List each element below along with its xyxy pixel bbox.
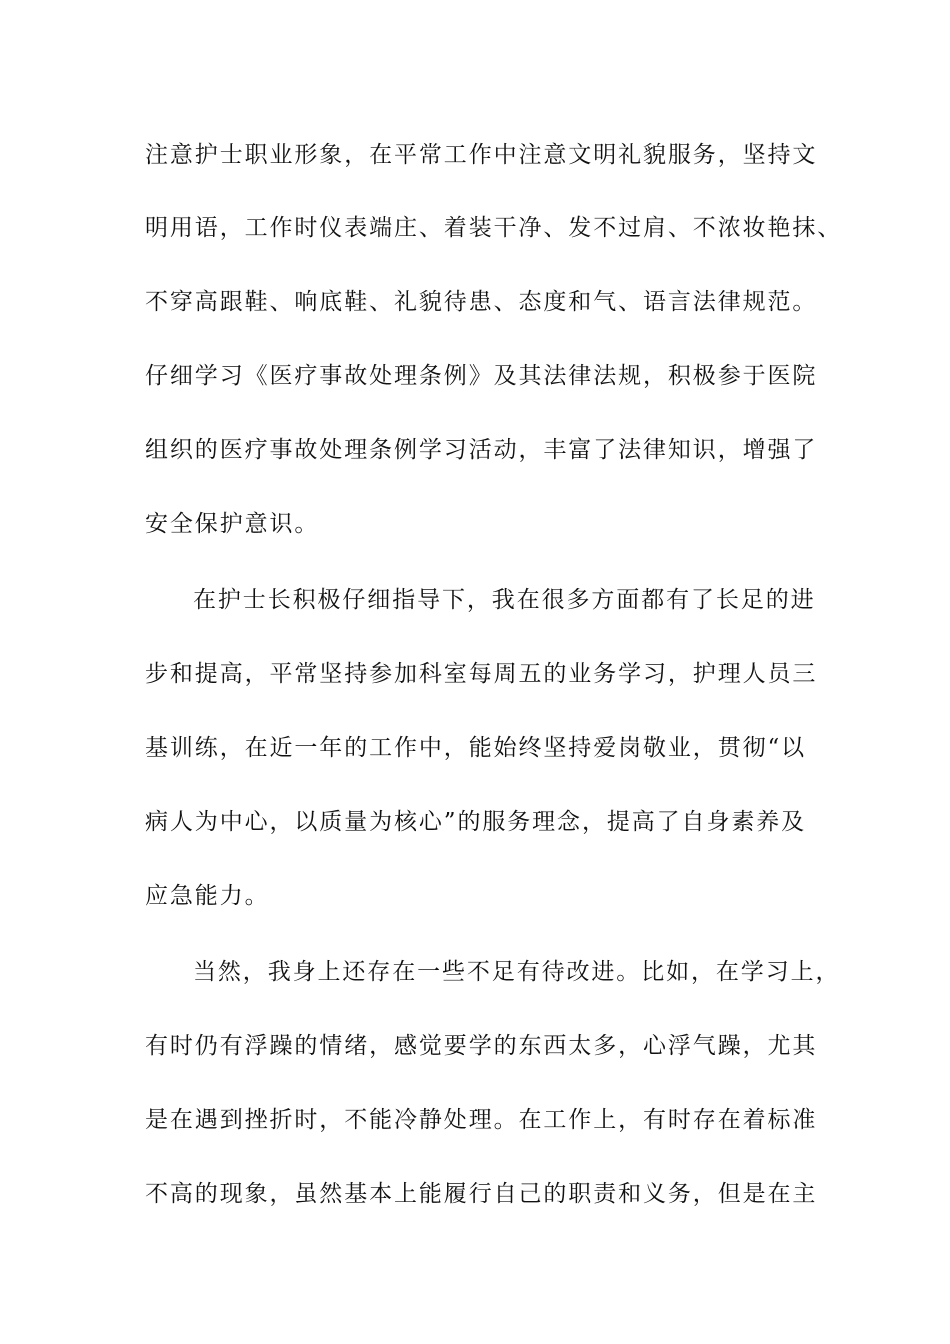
text-line: 仔细学习《医疗事故处理条例》及其法律法规，积极参于医院 [145, 363, 818, 389]
text-line: 不穿高跟鞋、响底鞋、礼貌待患、态度和气、语言法律规范。 [145, 289, 818, 315]
text-line: 是在遇到挫折时，不能冷静处理。在工作上，有时存在着标准 [145, 1107, 818, 1133]
text-line: 步和提高，平常坚持参加科室每周五的业务学习，护理人员三 [145, 661, 818, 687]
paragraph-first-line: 当然，我身上还存在一些不足有待改进。比如，在学习上， [193, 959, 841, 985]
text-line: 明用语，工作时仪表端庄、着装干净、发不过肩、不浓妆艳抹、 [145, 215, 843, 241]
text-line: 安全保护意识。 [145, 511, 320, 537]
text-line: 应急能力。 [145, 883, 270, 909]
text-line: 病人为中心，以质量为核心”的服务理念，提高了自身素养及 [145, 809, 807, 835]
paragraph-first-line: 在护士长积极仔细指导下，我在很多方面都有了长足的进 [193, 587, 816, 613]
text-line: 有时仍有浮躁的情绪，感觉要学的东西太多，心浮气躁，尤其 [145, 1033, 818, 1059]
text-line: 组织的医疗事故处理条例学习活动，丰富了法律知识，增强了 [145, 437, 818, 463]
text-line: 不高的现象，虽然基本上能履行自己的职责和义务，但是在主 [145, 1181, 818, 1207]
text-line: 注意护士职业形象，在平常工作中注意文明礼貌服务，坚持文 [145, 142, 818, 168]
text-line: 基训练，在近一年的工作中，能始终坚持爱岗敬业，贯彻“以 [145, 735, 807, 761]
